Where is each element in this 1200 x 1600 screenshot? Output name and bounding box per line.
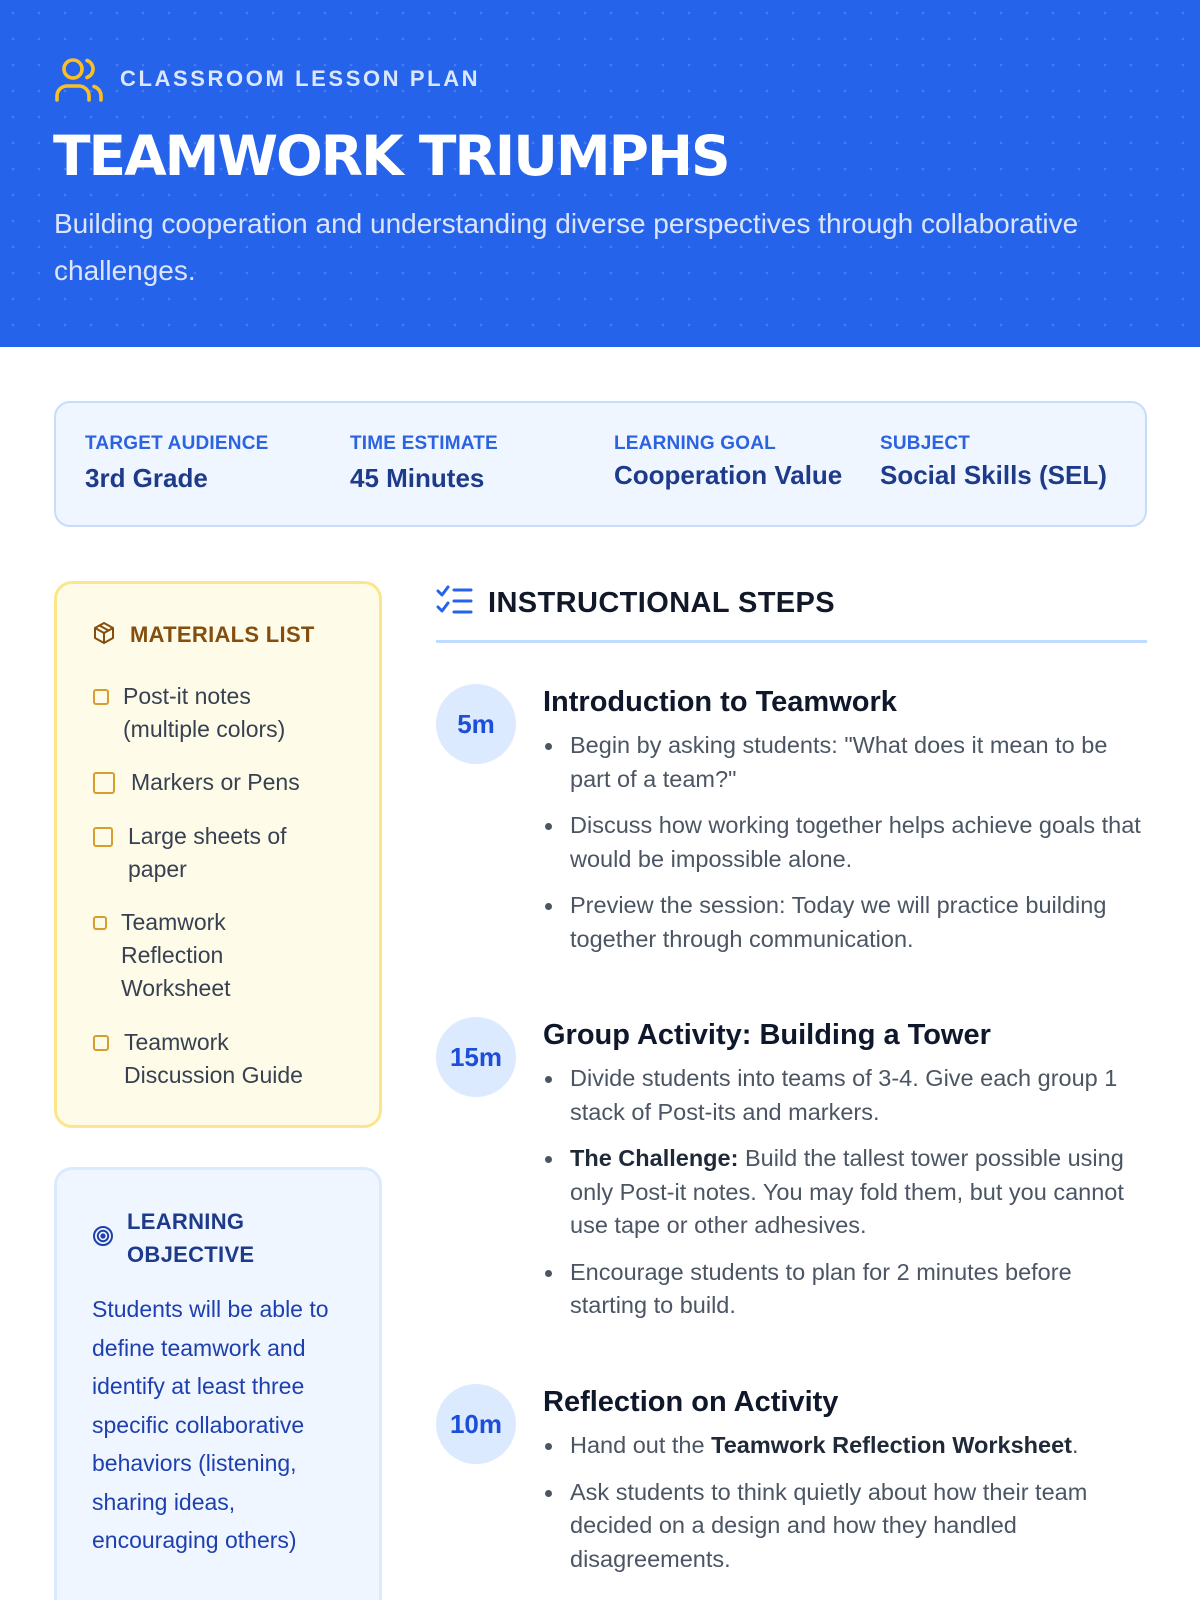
meta-subject bbox=[880, 433, 1107, 491]
meta-value: Cooperation Value bbox=[614, 460, 843, 490]
lesson-meta-card bbox=[54, 401, 1147, 527]
bullet-text: . bbox=[1071, 1432, 1079, 1458]
meta-value: 45 Minutes bbox=[350, 463, 485, 493]
bullet-text: Build the tallest tower possible using only Post-it notes. You may fold them, but you cannot use tape or other adhesives. bbox=[570, 1145, 1124, 1238]
page-title: TEAMWORK TRIUMPHS bbox=[53, 124, 729, 188]
checklist-icon bbox=[436, 585, 474, 621]
meta-label: SUBJECT bbox=[880, 433, 971, 454]
meta-target-audience bbox=[85, 433, 269, 494]
meta-label: TARGET AUDIENCE bbox=[85, 433, 269, 454]
bullet-item: Discuss how working together helps achieve goals that would be impossible alone. bbox=[543, 809, 1147, 876]
checkbox-icon bbox=[93, 772, 115, 794]
material-item bbox=[93, 1026, 343, 1092]
bullet-bold: The Challenge: bbox=[570, 1145, 739, 1171]
meta-learning-goal bbox=[614, 433, 842, 491]
objective-title: LEARNING OBJECTIVE bbox=[127, 1209, 255, 1267]
objective-header bbox=[92, 1205, 287, 1271]
bullet-item: Encourage students to plan for 2 minutes before starting to build. bbox=[543, 1256, 1147, 1323]
material-label: Teamwork Discussion Guide bbox=[124, 1029, 303, 1088]
meta-value: 3rd Grade bbox=[85, 463, 208, 493]
eyebrow bbox=[54, 55, 480, 103]
duration-badge: 5m bbox=[436, 684, 516, 764]
material-label: Markers or Pens bbox=[131, 769, 300, 795]
material-label: Post-it notes (multiple colors) bbox=[123, 683, 286, 742]
meta-label: LEARNING GOAL bbox=[614, 433, 776, 454]
materials-title: MATERIALS LIST bbox=[130, 622, 315, 647]
duration-badge: 15m bbox=[436, 1017, 516, 1097]
bullet-item: Begin by asking students: "What does it mean to be part of a team?" bbox=[543, 729, 1147, 796]
eyebrow-label: CLASSROOM LESSON PLAN bbox=[120, 66, 481, 91]
bullet-item: Preview the session: Today we will practice building together through communication. bbox=[543, 889, 1147, 956]
target-icon bbox=[92, 1225, 114, 1251]
step-body bbox=[543, 684, 1147, 969]
materials-header bbox=[92, 621, 315, 649]
steps-header bbox=[436, 585, 835, 621]
step-bullets bbox=[543, 1429, 1147, 1576]
step-title: Reflection on Activity bbox=[543, 1386, 839, 1418]
checkbox-icon bbox=[93, 916, 107, 930]
package-icon bbox=[92, 621, 116, 649]
meta-value: Social Skills (SEL) bbox=[880, 460, 1107, 490]
material-item bbox=[93, 766, 343, 799]
page-subtitle: Building cooperation and understanding diverse perspectives through collaborative challenges. bbox=[54, 208, 1079, 286]
bullet-text: Hand out the bbox=[570, 1432, 712, 1458]
bullet-item bbox=[543, 1142, 1147, 1243]
step-body bbox=[543, 1384, 1147, 1589]
checkbox-icon bbox=[93, 689, 109, 705]
bullet-item: Divide students into teams of 3-4. Give each group 1 stack of Post-its and markers. bbox=[543, 1062, 1147, 1129]
step-title: Introduction to Teamwork bbox=[543, 686, 897, 718]
meta-label: TIME ESTIMATE bbox=[350, 433, 498, 454]
material-item bbox=[93, 680, 343, 746]
meta-time-estimate bbox=[350, 433, 498, 494]
checkbox-icon bbox=[93, 827, 113, 847]
material-label: Teamwork Reflection Worksheet bbox=[121, 909, 231, 1001]
step-bullets bbox=[543, 1062, 1147, 1323]
checkbox-icon bbox=[93, 1035, 109, 1051]
materials-card bbox=[54, 581, 382, 1128]
bullet-item: Ask students to think quietly about how their team decided on a design and how they handled disagreements. bbox=[543, 1476, 1147, 1577]
material-item bbox=[93, 906, 258, 1005]
duration-badge: 10m bbox=[436, 1384, 516, 1464]
users-icon bbox=[54, 55, 104, 103]
step-bullets bbox=[543, 729, 1147, 956]
step-title: Group Activity: Building a Tower bbox=[543, 1019, 991, 1051]
steps-title: INSTRUCTIONAL STEPS bbox=[488, 586, 836, 619]
material-label: Large sheets of paper bbox=[128, 823, 287, 882]
step-body bbox=[543, 1017, 1147, 1336]
divider bbox=[436, 640, 1147, 643]
bullet-item bbox=[543, 1429, 1147, 1463]
material-item bbox=[93, 820, 323, 886]
objective-card bbox=[54, 1167, 382, 1600]
objective-text: Students will be able to define teamwork and identify at least three specific collaborative behaviors (listening, sharing ideas, encouraging others) bbox=[92, 1296, 329, 1553]
bullet-bold: Teamwork Reflection Worksheet bbox=[711, 1432, 1072, 1458]
header-banner bbox=[0, 0, 1200, 347]
